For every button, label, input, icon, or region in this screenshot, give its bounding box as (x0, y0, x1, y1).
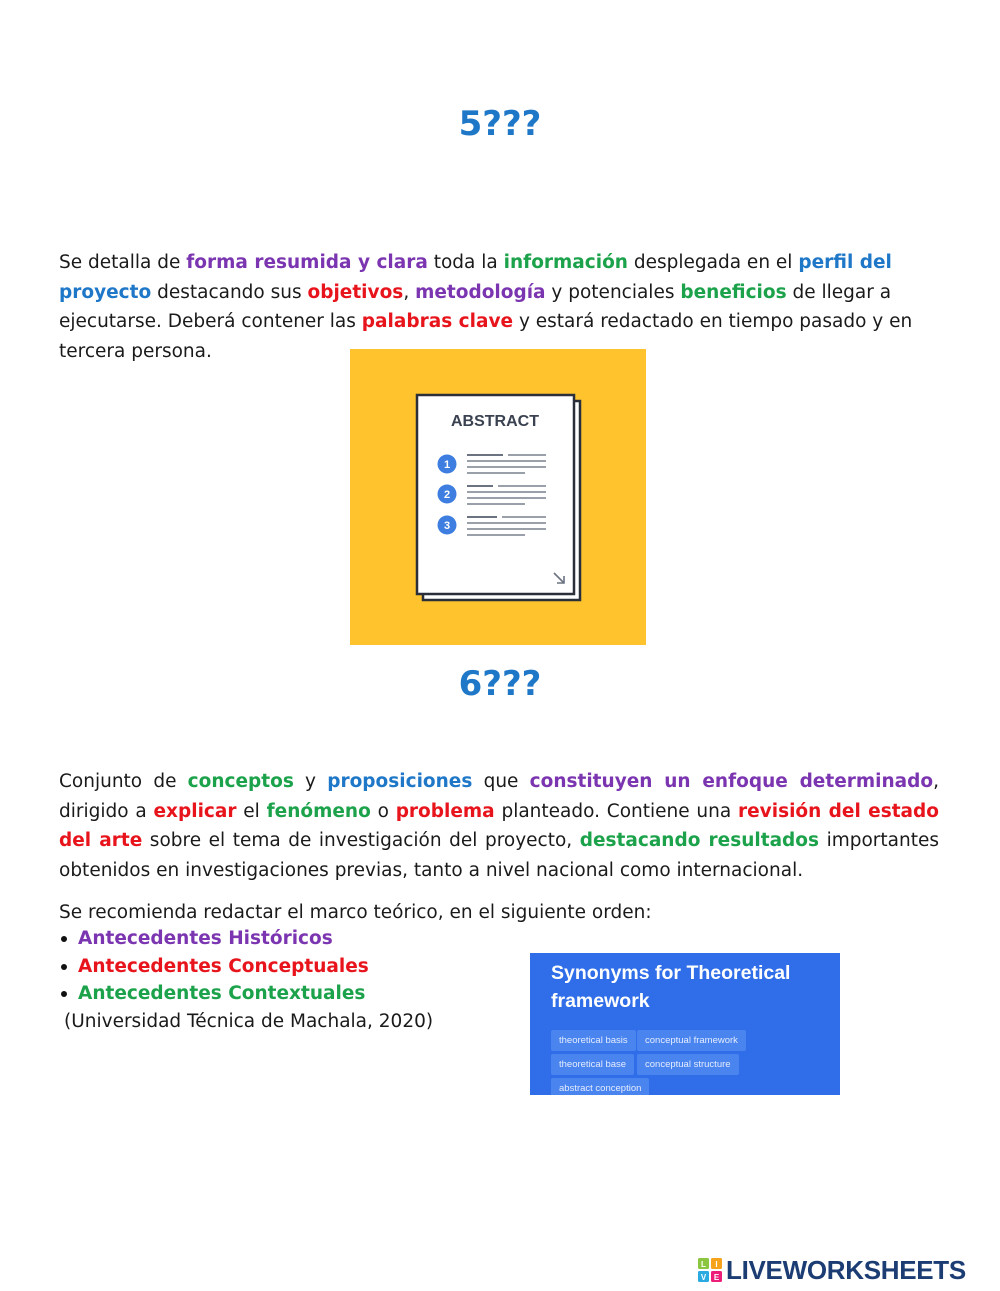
logo-letter: I (715, 1260, 718, 1269)
synonym-chip: conceptual structure (637, 1054, 739, 1075)
text-segment: y estará redactado en tiempo pasado y en tercera persona. (59, 311, 913, 362)
highlight-explicar: explicar (153, 800, 237, 822)
logo-letter: L (701, 1260, 706, 1269)
number-label: 2 (443, 489, 451, 501)
highlight-conceptos: conceptos (187, 771, 294, 792)
abstract-heading: ABSTRACT (451, 413, 539, 430)
highlight-proposiciones: proposiciones (327, 771, 473, 792)
abstract-illustration (350, 349, 646, 645)
synonym-chip: theoretical basis (551, 1030, 636, 1051)
text-segment: de llegar a ejecutarse. Deberá contener las (59, 281, 892, 332)
citation: (Universidad Técnica de Machala, 2020) (64, 1011, 434, 1032)
section-5-title: 5??? (458, 104, 542, 144)
highlight-fenomeno: fenómeno (266, 800, 371, 822)
text-segment: importantes obtenidos en investigaciones previas, tanto a nivel nacional como internacional. (59, 830, 939, 881)
list-item-label: Antecedentes Contextuales (78, 983, 366, 1004)
logo-letter: E (713, 1273, 720, 1282)
text-segment: y potenciales (545, 281, 681, 303)
number-label: 3 (443, 520, 451, 532)
text-segment: el (236, 800, 267, 822)
text-segment: destacando sus (151, 281, 308, 303)
text-segment: , (403, 281, 416, 303)
highlight-beneficios: beneficios (680, 281, 787, 303)
text-segment: planteado. Contiene una (494, 800, 738, 822)
synonym-chip: abstract conception (551, 1078, 649, 1095)
section-6-title: 6??? (458, 664, 542, 704)
text-segment: y (293, 771, 328, 792)
highlight-objetivos: objetivos (307, 281, 404, 303)
logo-letter: V (700, 1273, 707, 1282)
text-segment: o (370, 800, 396, 822)
highlight-informacion: información (503, 252, 628, 273)
synonym-chip: theoretical base (551, 1054, 634, 1075)
highlight-palabras-clave: palabras clave (361, 311, 514, 332)
highlight-problema: problema (395, 800, 495, 822)
section-6-paragraph (59, 767, 939, 885)
list-item-label: Antecedentes Conceptuales (78, 955, 369, 977)
logo-text: LIVEWORKSHEETS (726, 1255, 966, 1285)
synonyms-title: Synonyms for Theoretical framework (551, 962, 791, 1012)
order-intro: Se recomienda redactar el marco teórico, en el siguiente orden: (59, 902, 652, 923)
highlight-forma-resumida: forma resumida y clara (186, 252, 428, 273)
number-label: 1 (443, 459, 451, 471)
text-segment: , dirigido a (59, 771, 939, 822)
text-segment: desplegada en el (627, 252, 799, 273)
highlight-destacando-resultados: destacando resultados (579, 830, 820, 851)
synonym-chip: conceptual framework (637, 1030, 746, 1051)
list-item-label: Antecedentes Históricos (78, 928, 333, 949)
text-segment: Conjunto de (59, 771, 188, 792)
list-item (59, 980, 369, 1008)
highlight-enfoque-determinado: constituyen un enfoque determinado (529, 771, 934, 792)
highlight-perfil-proyecto: perfil del proyecto (59, 252, 892, 303)
liveworksheets-logo (698, 1256, 966, 1284)
synonyms-panel (530, 953, 840, 1095)
logo-mark-icon (698, 1258, 722, 1282)
highlight-estado-del-arte: revisión del estado del arte (59, 800, 939, 851)
text-segment: toda la (427, 252, 504, 273)
text-segment: Se detalla de (59, 252, 187, 273)
bullet-icon (61, 964, 67, 970)
list-item (59, 953, 369, 981)
bullet-icon (61, 991, 67, 997)
antecedentes-list (59, 925, 369, 1008)
text-segment: que (472, 771, 530, 792)
abstract-document-graphic (350, 349, 646, 645)
text-segment: sobre el tema de investigación del proyecto, (142, 830, 580, 851)
list-item (59, 925, 369, 953)
bullet-icon (61, 936, 67, 942)
highlight-metodologia: metodología (415, 281, 546, 303)
